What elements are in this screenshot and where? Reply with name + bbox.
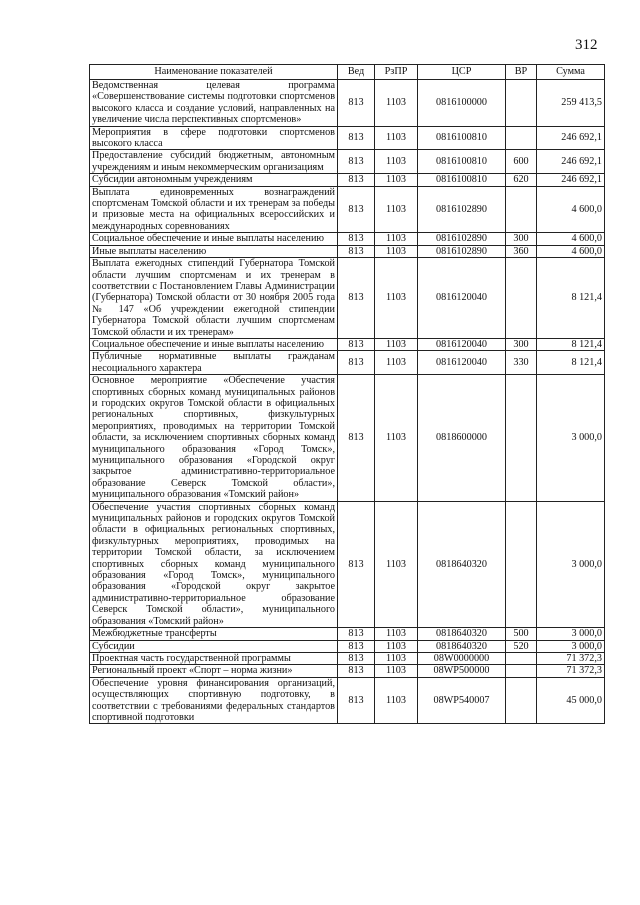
row-ved-cell: 813 [338, 501, 375, 627]
table-row [90, 80, 605, 127]
table-row [90, 677, 605, 724]
row-vr-cell: 600 [506, 150, 537, 174]
row-name-cell: Субсидии [90, 640, 338, 652]
row-vr-cell [506, 375, 537, 501]
row-vr-cell [506, 80, 537, 127]
table-row [90, 375, 605, 501]
row-ved-cell: 813 [338, 375, 375, 501]
row-csr-cell: 0816100810 [418, 126, 506, 150]
row-csr-cell: 0818640320 [418, 640, 506, 652]
row-ved-cell: 813 [338, 338, 375, 350]
row-csr-cell: 08WP540007 [418, 677, 506, 724]
row-rzpr-cell: 1103 [375, 351, 418, 375]
row-sum-cell: 8 121,4 [537, 351, 605, 375]
row-ved-cell: 813 [338, 150, 375, 174]
row-ved-cell: 813 [338, 665, 375, 677]
row-rzpr-cell: 1103 [375, 375, 418, 501]
row-ved-cell: 813 [338, 126, 375, 150]
row-sum-cell: 259 413,5 [537, 80, 605, 127]
row-name-cell: Социальное обеспечение и иные выплаты населению [90, 338, 338, 350]
table-row [90, 186, 605, 233]
row-ved-cell: 813 [338, 186, 375, 233]
row-name-cell: Выплата ежегодных стипендий Губернатора Томской области лучшим спортсменам и их тренерам в соответствии с Постановлением Главы Администрации (Губернатора) Томской области от 30 ноября 2005 года № 147 «Об учреждении ежегодной стипендии Губернатора Томской области лучшим спортсменам Томской области и их тренерам» [90, 258, 338, 339]
budget-table [89, 64, 605, 724]
row-vr-cell [506, 677, 537, 724]
row-rzpr-cell: 1103 [375, 665, 418, 677]
row-rzpr-cell: 1103 [375, 126, 418, 150]
row-vr-cell: 500 [506, 628, 537, 640]
table-row [90, 150, 605, 174]
row-csr-cell: 0816100810 [418, 150, 506, 174]
row-sum-cell: 3 000,0 [537, 640, 605, 652]
row-csr-cell: 08W0000000 [418, 652, 506, 664]
header-csr: ЦСР [418, 65, 506, 80]
table-row [90, 174, 605, 186]
row-sum-cell: 4 600,0 [537, 233, 605, 245]
row-csr-cell: 0818640320 [418, 628, 506, 640]
row-vr-cell [506, 186, 537, 233]
row-name-cell: Ведомственная целевая программа «Совершенствование системы подготовки спортсменов высокого класса и создание условий, направленных на увеличение числа перспективных спортсменов» [90, 80, 338, 127]
row-vr-cell [506, 501, 537, 627]
row-name-cell: Региональный проект «Спорт – норма жизни» [90, 665, 338, 677]
row-name-cell: Иные выплаты населению [90, 245, 338, 257]
row-vr-cell [506, 126, 537, 150]
row-rzpr-cell: 1103 [375, 233, 418, 245]
row-name-cell: Предоставление субсидий бюджетным, автономным учреждениям и иным некоммерческим организациям [90, 150, 338, 174]
header-name: Наименование показателей [90, 65, 338, 80]
row-name-cell: Обеспечение уровня финансирования организаций, осуществляющих спортивную подготовку, в соответствии с требованиями федеральных стандартов спортивной подготовки [90, 677, 338, 724]
row-rzpr-cell: 1103 [375, 677, 418, 724]
row-sum-cell: 246 692,1 [537, 174, 605, 186]
row-rzpr-cell: 1103 [375, 174, 418, 186]
row-rzpr-cell: 1103 [375, 628, 418, 640]
row-vr-cell: 620 [506, 174, 537, 186]
header-sum: Сумма [537, 65, 605, 80]
row-csr-cell: 0818640320 [418, 501, 506, 627]
header-ved: Вед [338, 65, 375, 80]
row-csr-cell: 0816120040 [418, 351, 506, 375]
row-sum-cell: 246 692,1 [537, 150, 605, 174]
table-row [90, 501, 605, 627]
row-name-cell: Публичные нормативные выплаты гражданам несоциального характера [90, 351, 338, 375]
row-sum-cell: 4 600,0 [537, 186, 605, 233]
row-rzpr-cell: 1103 [375, 150, 418, 174]
row-name-cell: Социальное обеспечение и иные выплаты населению [90, 233, 338, 245]
row-ved-cell: 813 [338, 652, 375, 664]
table-header-row [90, 65, 605, 80]
row-vr-cell [506, 258, 537, 339]
row-csr-cell: 0816102890 [418, 245, 506, 257]
row-rzpr-cell: 1103 [375, 640, 418, 652]
row-csr-cell: 0816120040 [418, 338, 506, 350]
header-vr: ВР [506, 65, 537, 80]
row-rzpr-cell: 1103 [375, 245, 418, 257]
row-csr-cell: 0816100810 [418, 174, 506, 186]
row-sum-cell: 45 000,0 [537, 677, 605, 724]
row-csr-cell: 0816120040 [418, 258, 506, 339]
row-sum-cell: 71 372,3 [537, 652, 605, 664]
header-rzpr: РзПР [375, 65, 418, 80]
table-row [90, 652, 605, 664]
row-csr-cell: 0816100000 [418, 80, 506, 127]
row-rzpr-cell: 1103 [375, 338, 418, 350]
row-sum-cell: 246 692,1 [537, 126, 605, 150]
row-vr-cell [506, 665, 537, 677]
row-vr-cell: 520 [506, 640, 537, 652]
table-row [90, 338, 605, 350]
row-name-cell: Выплата единовременных вознаграждений спортсменам Томской области и их тренерам за победы и призовые места на официальных всероссийских и международных соревнованиях [90, 186, 338, 233]
table-row [90, 665, 605, 677]
row-vr-cell: 300 [506, 233, 537, 245]
row-ved-cell: 813 [338, 258, 375, 339]
row-rzpr-cell: 1103 [375, 186, 418, 233]
table-row [90, 640, 605, 652]
row-sum-cell: 3 000,0 [537, 501, 605, 627]
row-csr-cell: 0816102890 [418, 186, 506, 233]
row-vr-cell: 360 [506, 245, 537, 257]
row-ved-cell: 813 [338, 640, 375, 652]
row-name-cell: Субсидии автономным учреждениям [90, 174, 338, 186]
row-csr-cell: 08WP500000 [418, 665, 506, 677]
row-name-cell: Основное мероприятие «Обеспечение участия спортивных сборных команд муниципальных районов и городских округов Томской области в официальных региональных спортивных, физкультурных мероприятиях, проводимых на территории Томской области, за исключением спортивных сборных команд муниципального образования «Город Томск», муниципального образования «Городской округ закрытое административно-территориальное образование Северск Томской области», муниципального образования «Томский район» [90, 375, 338, 501]
row-csr-cell: 0816102890 [418, 233, 506, 245]
row-ved-cell: 813 [338, 174, 375, 186]
row-name-cell: Проектная часть государственной программы [90, 652, 338, 664]
row-csr-cell: 0818600000 [418, 375, 506, 501]
row-vr-cell: 330 [506, 351, 537, 375]
row-ved-cell: 813 [338, 628, 375, 640]
row-sum-cell: 3 000,0 [537, 375, 605, 501]
row-vr-cell [506, 652, 537, 664]
row-sum-cell: 3 000,0 [537, 628, 605, 640]
row-ved-cell: 813 [338, 677, 375, 724]
row-ved-cell: 813 [338, 245, 375, 257]
page-number: 312 [575, 37, 598, 53]
row-sum-cell: 71 372,3 [537, 665, 605, 677]
row-name-cell: Обеспечение участия спортивных сборных команд муниципальных районов и городских округов Томской области в официальных региональных спортивных, физкультурных мероприятиях, проводимых на территории Томской области, за исключением спортивных сборных команд муниципального образования «Город Томск», муниципального образования «Городской округ закрытое административно-территориальное образование Северск Томской области», муниципального образования «Томский район» [90, 501, 338, 627]
row-ved-cell: 813 [338, 233, 375, 245]
row-sum-cell: 4 600,0 [537, 245, 605, 257]
table-row [90, 258, 605, 339]
row-ved-cell: 813 [338, 80, 375, 127]
row-rzpr-cell: 1103 [375, 80, 418, 127]
table-row [90, 245, 605, 257]
row-name-cell: Мероприятия в сфере подготовки спортсменов высокого класса [90, 126, 338, 150]
row-sum-cell: 8 121,4 [537, 258, 605, 339]
row-rzpr-cell: 1103 [375, 258, 418, 339]
row-rzpr-cell: 1103 [375, 501, 418, 627]
row-sum-cell: 8 121,4 [537, 338, 605, 350]
row-name-cell: Межбюджетные трансферты [90, 628, 338, 640]
table-row [90, 233, 605, 245]
table-row [90, 126, 605, 150]
row-ved-cell: 813 [338, 351, 375, 375]
row-rzpr-cell: 1103 [375, 652, 418, 664]
table-body [90, 80, 605, 724]
table-row [90, 351, 605, 375]
row-vr-cell: 300 [506, 338, 537, 350]
table-row [90, 628, 605, 640]
